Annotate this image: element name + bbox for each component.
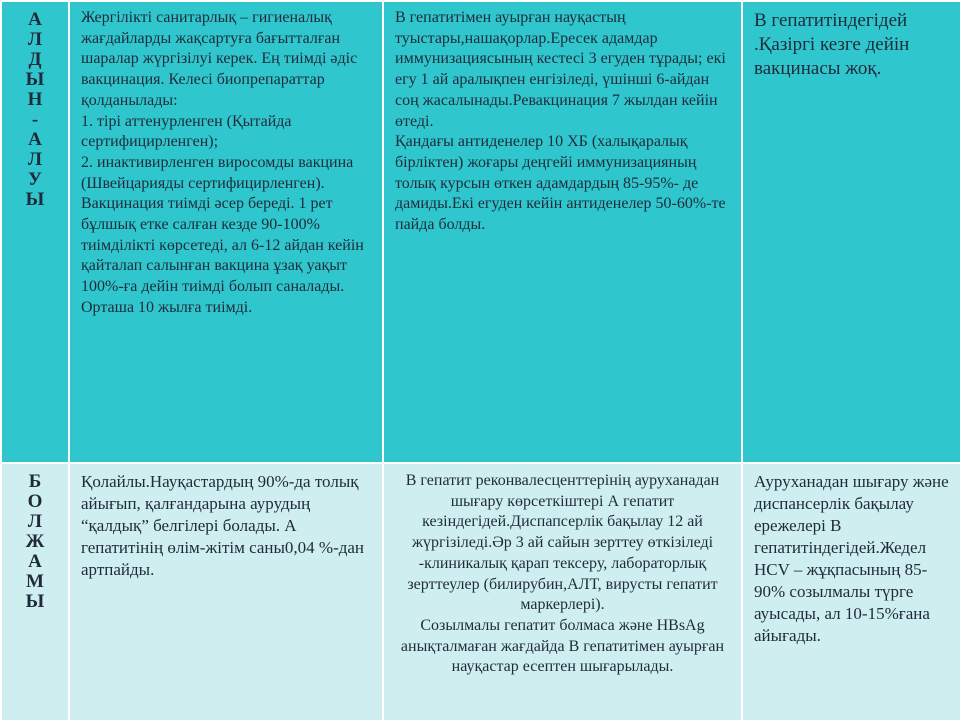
row-label-letter: Л <box>27 511 43 532</box>
row-label-letter: Ы <box>25 591 45 612</box>
row-label-letter: Д <box>28 49 42 70</box>
cell-text: В гепатит реконвалесценттерінің ауруханадан шығару көрсеткіштері А гепатит кезіндегідей.Диспапсерлік бақылау 12 ай жүргізіледі.Әр 3 ай сайын зерттеу өткізіледі -клиникалық қарап тексеру, лабораторлық зерттеулер (билирубин,АЛТ, вирусты гепатит маркерлері). Созылмалы гепатит болмаса және HBsAg анықталмаған жағдайда В гепатитімен ауырған науқастар есептен шығарылады. <box>400 472 725 676</box>
cell-text: Қолайлы.Науқастардың 90%-да толық айығып, қалғандарына аурудың “қалдық” белгілері болады. А гепатитінің өлім-жітім саны0,04 %-дан артпайды. <box>81 472 365 579</box>
cell-hepatitis-a-prognosis <box>69 463 383 720</box>
cell-text: Жергілікті санитарлық – гигиеналық жағдайларды жақсартуға бағытталған шаралар жүргізілуі керек. Ең тиімді әдіс вакцинация. Келесі биопрепараттар қолданылады: 1. тірі аттенурленген (Қытайда сертифицирленген); 2. инактивирленген виросомды вакцина (Швейцарияды сертифицирленген). Вакцинация тиімді әсер береді. 1 рет бұлшық етке салған кезде 90-100% тиімділікті көрсетеді, ал 6-12 айдан кейін қайталап салынған вакцина ұзақ уақыт 100%-ға дейін тиімді болып саналады. Орташа 10 жылға тиімді. <box>81 9 364 316</box>
table-row-prevention <box>1 1 960 463</box>
row-label-letter: А <box>28 9 42 30</box>
row-label-letter: Ы <box>25 189 45 210</box>
row-label-letter: А <box>28 129 42 150</box>
row-label-letter: Б <box>28 471 42 492</box>
cell-text: Ауруханадан шығару және диспансерлік бақылау ережелері В гепатитіндегідей.Жедел НСV – жұқпасының 85-90% созылмалы түрге ауысады, ал 10-15%ғана айығады. <box>754 472 949 645</box>
table-row-prognosis <box>1 463 960 720</box>
cell-hepatitis-c-prevention <box>742 1 960 463</box>
cell-hepatitis-c-prognosis <box>742 463 960 720</box>
cell-hepatitis-b-prognosis <box>383 463 742 720</box>
row-label-prevention <box>1 1 69 463</box>
cell-text: В гепатитіндегідей .Қазіргі кезге дейін вакцинасы жоқ. <box>754 10 910 79</box>
row-label-letter: Л <box>27 29 43 50</box>
row-label-letter: Ы <box>25 69 45 90</box>
row-label-letter: А <box>28 551 42 572</box>
row-label-letter: О <box>27 491 43 512</box>
row-label-letter: У <box>28 169 42 190</box>
row-label-letter: М <box>26 571 44 592</box>
row-label-prognosis <box>1 463 69 720</box>
row-label-letter: Л <box>27 149 43 170</box>
row-label-letter: Н <box>27 89 43 110</box>
cell-text: В гепатитімен ауырған науқастың туыстары,нашақорлар.Ересек адамдар иммунизациясының кестесі 3 егуден тұрады; екі егу 1 ай аралықпен енгізіледі, үшінші 6-айдан соң жасалынады.Ревакцинация 7 жылдан кейін өтеді. Қандағы антиденелер 10 ХБ (халықаралық бірліктен) жоғары деңгейі иммунизацияның толық курсын өткен адамдардың 85-95%- де дамиды.Екі егуден кейін антиденелер 50-60%-те пайда болды. <box>395 9 726 234</box>
row-label-letter: - <box>31 109 39 130</box>
row-label-letter: Ж <box>25 531 45 552</box>
cell-hepatitis-b-prevention <box>383 1 742 463</box>
cell-hepatitis-a-prevention <box>69 1 383 463</box>
